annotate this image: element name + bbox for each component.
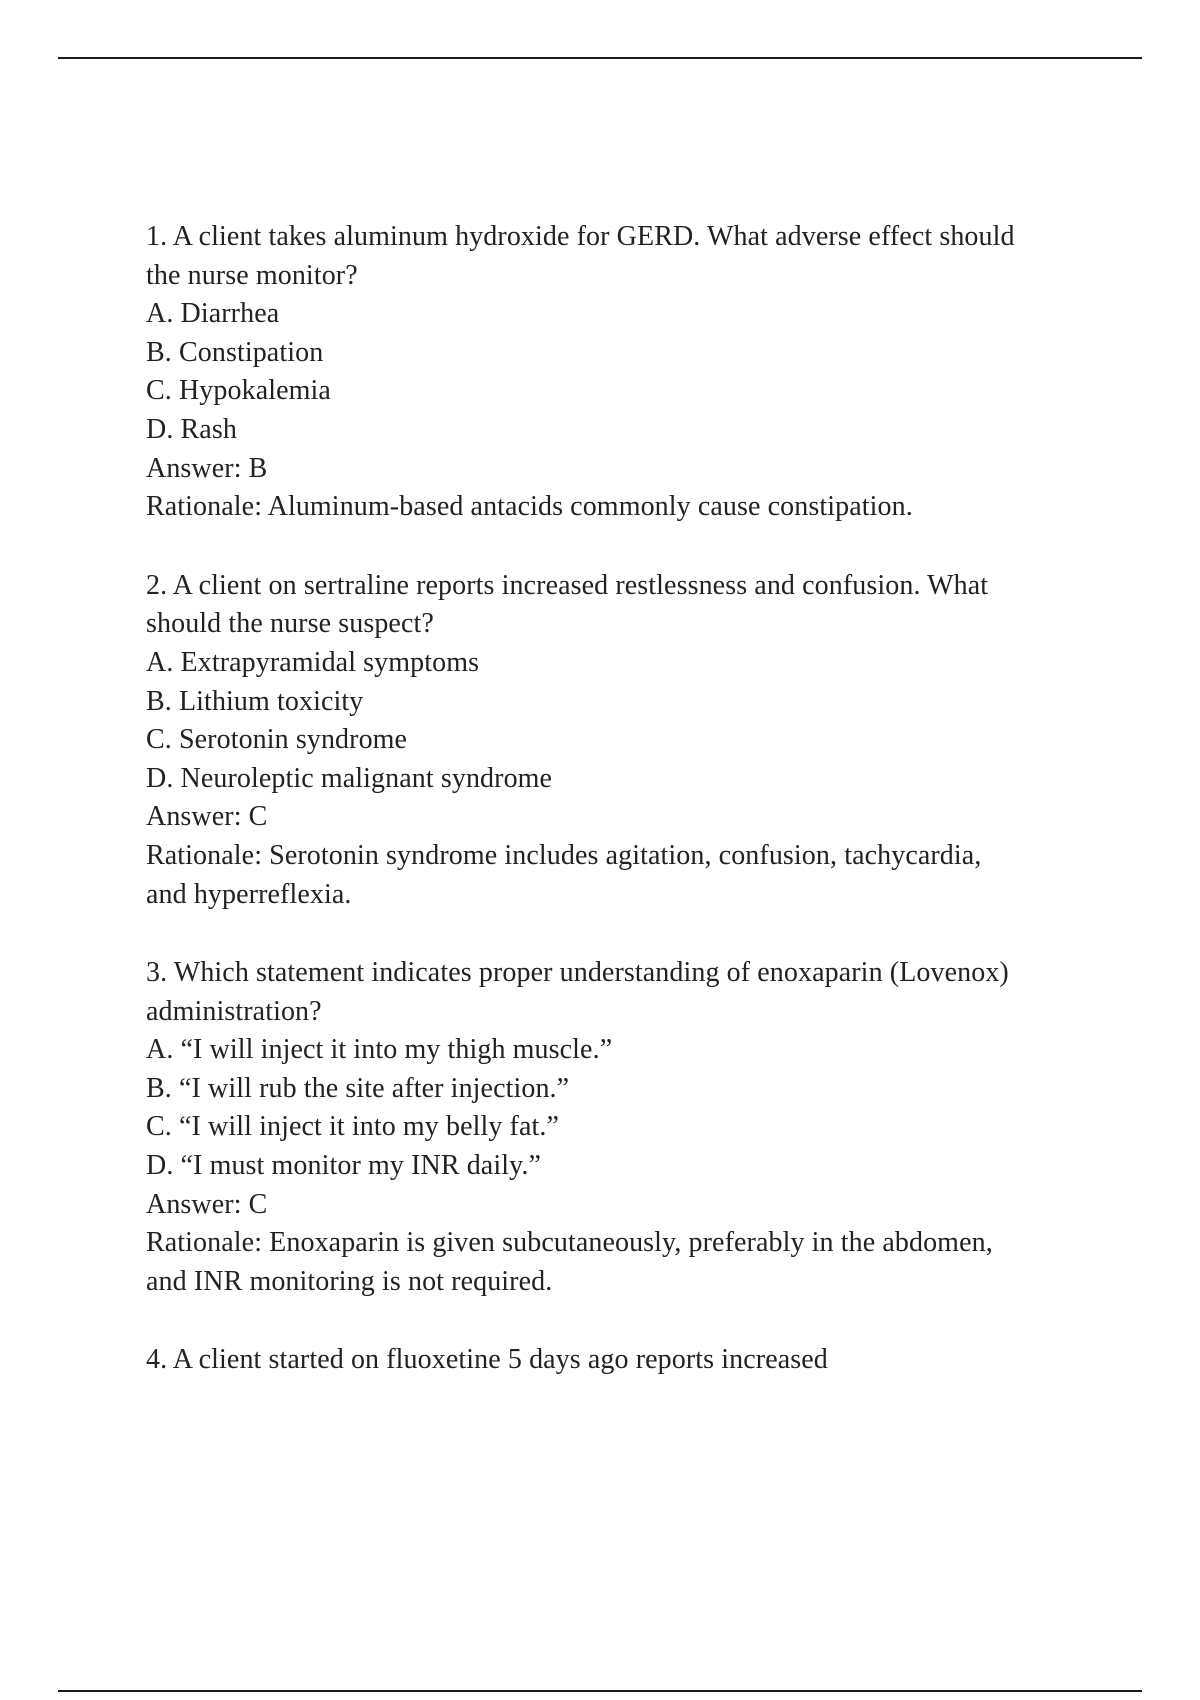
option-c: C. “I will inject it into my belly fat.” xyxy=(146,1111,560,1143)
rationale-text: Rationale: Enoxaparin is given subcutaneously, preferably in the abdomen, and INR monitoring is not required. xyxy=(146,1227,993,1297)
answer-line: Answer: B xyxy=(146,452,268,484)
question-stem: 2. A client on sertraline reports increased restlessness and confusion. What should the nurse suspect? xyxy=(146,569,989,640)
question-stem: 3. Which statement indicates proper understanding of enoxaparin (Lovenox) administration? xyxy=(146,957,1009,1027)
option-c: C. Hypokalemia xyxy=(146,375,331,407)
answer-line: Answer: C xyxy=(146,801,268,833)
question-3 xyxy=(146,954,1026,1301)
question-2 xyxy=(146,567,1026,914)
question-1 xyxy=(146,218,1026,527)
question-4 xyxy=(146,1341,1026,1380)
option-c: C. Serotonin syndrome xyxy=(146,724,408,756)
option-b: B. Lithium toxicity xyxy=(146,685,364,717)
header-rule xyxy=(58,57,1142,59)
rationale-text: Rationale: Serotonin syndrome includes agitation, confusion, tachycardia, and hyperreflexia. xyxy=(146,839,982,910)
option-d: D. Neuroleptic malignant syndrome xyxy=(146,762,553,794)
question-stem: 1. A client takes aluminum hydroxide for GERD. What adverse effect should the nurse monitor? xyxy=(146,221,1015,291)
question-stem: 4. A client started on fluoxetine 5 days ago reports increased xyxy=(146,1344,828,1376)
option-d: D. Rash xyxy=(146,413,237,445)
option-a: A. Diarrhea xyxy=(146,298,280,330)
option-d: D. “I must monitor my INR daily.” xyxy=(146,1150,541,1182)
option-a: A. “I will inject it into my thigh muscle.” xyxy=(146,1034,613,1066)
rationale-text: Rationale: Aluminum-based antacids commonly cause constipation. xyxy=(146,491,913,523)
option-b: B. “I will rub the site after injection.” xyxy=(146,1072,570,1104)
option-a: A. Extrapyramidal symptoms xyxy=(146,646,480,678)
footer-rule xyxy=(58,1690,1142,1692)
document-body xyxy=(146,218,1026,1380)
option-b: B. Constipation xyxy=(146,336,324,368)
answer-line: Answer: C xyxy=(146,1188,268,1220)
